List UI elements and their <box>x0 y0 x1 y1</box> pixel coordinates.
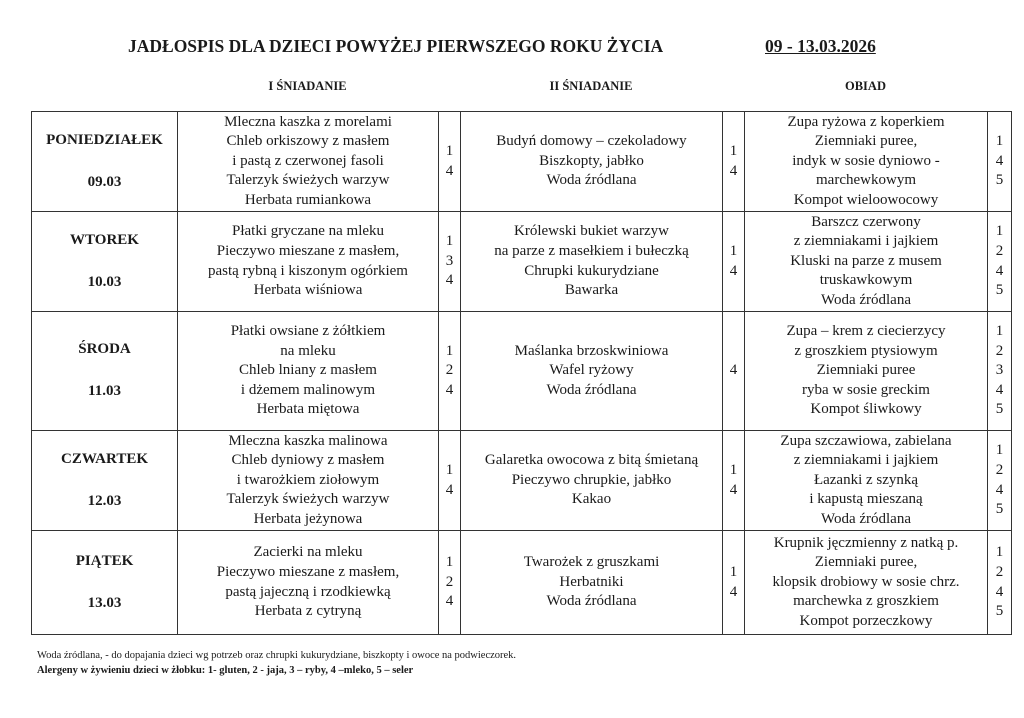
dish-line: Mleczna kaszka malinowa <box>228 432 388 449</box>
dish-line: Zupa – krem z ciecierzycy <box>786 323 946 340</box>
breakfast1-allergens-cell <box>439 312 461 431</box>
dish-line: Talerzyk świeżych warzyw <box>226 491 390 508</box>
breakfast1-allergens-cell <box>439 531 461 635</box>
day-name: ŚRODA <box>78 341 131 358</box>
breakfast2-cell <box>461 112 723 212</box>
allergen-number: 4 <box>729 481 738 498</box>
dish-line: Wafel ryżowy <box>549 362 634 379</box>
breakfast2-cell <box>461 431 723 531</box>
day-date: 09.03 <box>87 173 122 190</box>
allergen-number: 1 <box>995 323 1004 340</box>
day-row <box>32 531 1012 635</box>
dish-line: truskawkowym <box>819 272 913 289</box>
allergen-number: 1 <box>445 233 454 250</box>
lunch-cell <box>745 531 988 635</box>
dish-line: Herbata miętowa <box>256 401 360 418</box>
day-cell <box>32 212 178 312</box>
dish-line: indyk w sosie dyniowo - <box>792 152 940 169</box>
dish-line: ryba w sosie greckim <box>802 381 930 398</box>
day-date: 13.03 <box>87 594 122 611</box>
dish-line: z ziemniakami i jajkiem <box>793 452 939 469</box>
day-date: 11.03 <box>88 383 121 399</box>
column-header-breakfast1: I ŚNIADANIE <box>268 79 347 93</box>
allergen-number: 2 <box>445 573 454 590</box>
dish-line: i pastą z czerwonej fasoli <box>232 152 384 169</box>
dish-line: Łazanki z szynką <box>813 471 919 488</box>
dish-line: Krupnik jęczmienny z natką p. <box>773 534 959 551</box>
menu-title <box>128 36 908 57</box>
dish-line: Chleb dyniowy z masłem <box>231 452 385 469</box>
dish-line: Pieczywo mieszane z masłem, <box>216 242 400 259</box>
date-range: 09 - 13.03.2026 <box>765 36 876 56</box>
dish-line: i dżemem malinowym <box>240 381 376 398</box>
dish-line: Płatki gryczane na mleku <box>231 223 385 240</box>
day-name: PONIEDZIAŁEK <box>46 131 163 148</box>
breakfast2-cell <box>461 312 723 431</box>
allergen-number: 2 <box>995 461 1004 478</box>
lunch-allergens-cell <box>988 312 1012 431</box>
dish-line: pastą jajeczną i rzodkiewką <box>225 583 391 600</box>
dish-line: Woda źródlana <box>546 172 637 189</box>
allergen-number: 4 <box>445 481 454 498</box>
day-name: WTOREK <box>70 231 139 248</box>
dish-line: Pieczywo mieszane z masłem, <box>216 563 400 580</box>
allergens-legend: Alergeny w żywieniu dzieci w żłobku: 1- gluten, 2 - jaja, 3 – ryby, 4 –mleko, 5 – seler <box>37 665 414 676</box>
day-cell <box>32 112 178 212</box>
dish-line: Herbata z cytryną <box>254 603 362 620</box>
allergen-number: 5 <box>995 501 1004 518</box>
dish-line: Chrupki kukurydziane <box>524 262 659 279</box>
allergen-number: 3 <box>445 252 454 269</box>
dish-line: Maślanka brzoskwiniowa <box>514 342 669 359</box>
breakfast2-cell <box>461 212 723 312</box>
allergen-number: 1 <box>729 461 738 478</box>
dish-line: z groszkiem ptysiowym <box>794 342 938 359</box>
dish-line: pastą rybną i kiszonym ogórkiem <box>208 262 408 279</box>
dish-line: z ziemniakami i jajkiem <box>793 233 939 250</box>
breakfast1-cell <box>178 312 439 431</box>
lunch-allergens-cell <box>988 531 1012 635</box>
day-row <box>32 212 1012 312</box>
dish-line: Chleb lniany z masłem <box>239 362 377 379</box>
breakfast2-allergens-cell <box>723 431 745 531</box>
dish-line: Herbata jeżynowa <box>253 510 363 527</box>
allergen-number: 5 <box>995 603 1004 620</box>
allergen-number: 5 <box>995 401 1004 418</box>
allergen-number: 4 <box>995 481 1004 498</box>
allergen-number: 1 <box>995 133 1004 150</box>
dish-line: Kompot śliwkowy <box>810 401 922 418</box>
footer-note: Woda źródlana, - do dopajania dzieci wg potrzeb oraz chrupki kukurydziane, biszkopty i owoce na podwieczorek. <box>37 650 517 661</box>
dish-line: Zacierki na mleku <box>253 544 363 561</box>
allergen-number: 2 <box>995 563 1004 580</box>
allergen-number: 4 <box>729 583 738 600</box>
column-header-breakfast2: II ŚNIADANIE <box>549 79 633 93</box>
dish-line: Płatki owsiane z żółtkiem <box>230 323 386 340</box>
allergen-number: 4 <box>729 362 738 379</box>
dish-line: Mleczna kaszka z morelami <box>224 113 392 130</box>
dish-line: Herbata wiśniowa <box>253 282 363 299</box>
dish-line: Zupa ryżowa z koperkiem <box>787 113 945 130</box>
dish-line: Ziemniaki puree, <box>814 554 918 571</box>
day-date: 12.03 <box>87 492 122 509</box>
dish-line: klopsik drobiowy w sosie chrz. <box>772 573 960 590</box>
breakfast1-allergens-cell <box>439 212 461 312</box>
day-row <box>32 112 1012 212</box>
dish-line: marchewka z groszkiem <box>793 593 939 610</box>
allergen-number: 4 <box>995 583 1004 600</box>
day-cell <box>32 312 178 431</box>
dish-line: Woda źródlana <box>821 510 911 527</box>
dish-line: Bawarka <box>564 282 619 299</box>
column-header-lunch: OBIAD <box>845 79 886 93</box>
menu-table <box>31 111 1012 635</box>
allergen-number: 4 <box>445 381 454 398</box>
allergen-number: 1 <box>445 461 454 478</box>
allergen-number: 1 <box>995 442 1004 459</box>
title-text: JADŁOSPIS DLA DZIECI POWYŻEJ PIERWSZEGO ROKU ŻYCIA <box>128 36 664 56</box>
breakfast1-allergens-cell <box>439 431 461 531</box>
dish-line: i twarożkiem ziołowym <box>236 471 380 488</box>
dish-line: Królewski bukiet warzyw <box>514 223 669 240</box>
dish-line: na mleku <box>280 342 336 359</box>
allergen-number: 2 <box>445 362 454 379</box>
dish-line: Kompot porzeczkowy <box>799 612 933 629</box>
lunch-allergens-cell <box>988 212 1012 312</box>
breakfast2-allergens-cell <box>723 531 745 635</box>
day-cell <box>32 431 178 531</box>
allergen-number: 2 <box>995 342 1004 359</box>
dish-line: i kapustą mieszaną <box>809 491 923 508</box>
allergen-number: 1 <box>445 554 454 571</box>
allergen-number: 4 <box>729 162 738 179</box>
dish-line: Biszkopty, jabłko <box>539 152 644 169</box>
dish-line: Woda źródlana <box>546 381 637 398</box>
lunch-cell <box>745 431 988 531</box>
dish-line: Ziemniaki puree <box>816 362 916 379</box>
allergen-number: 1 <box>995 223 1004 240</box>
allergen-number: 3 <box>995 362 1004 379</box>
breakfast2-allergens-cell <box>723 112 745 212</box>
allergen-number: 5 <box>995 172 1004 189</box>
lunch-cell <box>745 112 988 212</box>
allergen-number: 4 <box>445 272 454 289</box>
allergen-number: 4 <box>995 152 1004 169</box>
allergen-number: 1 <box>729 142 738 159</box>
lunch-allergens-cell <box>988 431 1012 531</box>
allergen-number: 2 <box>995 242 1004 259</box>
allergen-number: 4 <box>729 262 738 279</box>
allergen-number: 1 <box>729 563 738 580</box>
lunch-cell <box>745 312 988 431</box>
allergen-number: 1 <box>445 142 454 159</box>
breakfast1-cell <box>178 431 439 531</box>
allergen-number: 4 <box>445 593 454 610</box>
dish-line: Ziemniaki puree, <box>814 133 918 150</box>
day-name: PIĄTEK <box>75 552 134 569</box>
day-row <box>32 431 1012 531</box>
dish-line: Woda źródlana <box>546 593 637 610</box>
allergen-number: 4 <box>995 262 1004 279</box>
dish-line: Woda źródlana <box>821 291 911 308</box>
breakfast2-cell <box>461 531 723 635</box>
breakfast2-allergens-cell <box>723 312 745 431</box>
dish-line: Kluski na parze z musem <box>790 252 942 269</box>
dish-line: Galaretka owocowa z bitą śmietaną <box>484 452 699 469</box>
dish-line: Zupa szczawiowa, zabielana <box>780 432 952 449</box>
dish-line: Barszcz czerwony <box>811 213 921 230</box>
day-cell <box>32 531 178 635</box>
day-name: CZWARTEK <box>61 450 148 467</box>
dish-line: na parze z masełkiem i bułeczką <box>494 242 689 259</box>
dish-line: Kakao <box>571 491 612 508</box>
dish-line: Chleb orkiszowy z masłem <box>226 133 390 150</box>
dish-line: Herbata rumiankowa <box>244 191 372 208</box>
lunch-allergens-cell <box>988 112 1012 212</box>
breakfast1-cell <box>178 112 439 212</box>
dish-line: Talerzyk świeżych warzyw <box>226 172 390 189</box>
allergen-number: 4 <box>445 162 454 179</box>
breakfast2-allergens-cell <box>723 212 745 312</box>
day-row <box>32 312 1012 431</box>
dish-line: Pieczywo chrupkie, jabłko <box>511 471 672 488</box>
breakfast1-cell <box>178 531 439 635</box>
allergen-number: 5 <box>995 282 1004 299</box>
breakfast1-cell <box>178 212 439 312</box>
dish-line: Twarożek z gruszkami <box>523 554 660 571</box>
allergen-number: 1 <box>729 242 738 259</box>
dish-line: marchewkowym <box>816 172 916 189</box>
dish-line: Kompot wieloowocowy <box>793 191 939 208</box>
breakfast1-allergens-cell <box>439 112 461 212</box>
day-date: 10.03 <box>87 273 122 290</box>
allergen-number: 1 <box>445 342 454 359</box>
allergen-number: 1 <box>995 544 1004 561</box>
dish-line: Herbatniki <box>559 573 624 590</box>
lunch-cell <box>745 212 988 312</box>
dish-line: Budyń domowy – czekoladowy <box>496 133 687 150</box>
allergen-number: 4 <box>995 381 1004 398</box>
